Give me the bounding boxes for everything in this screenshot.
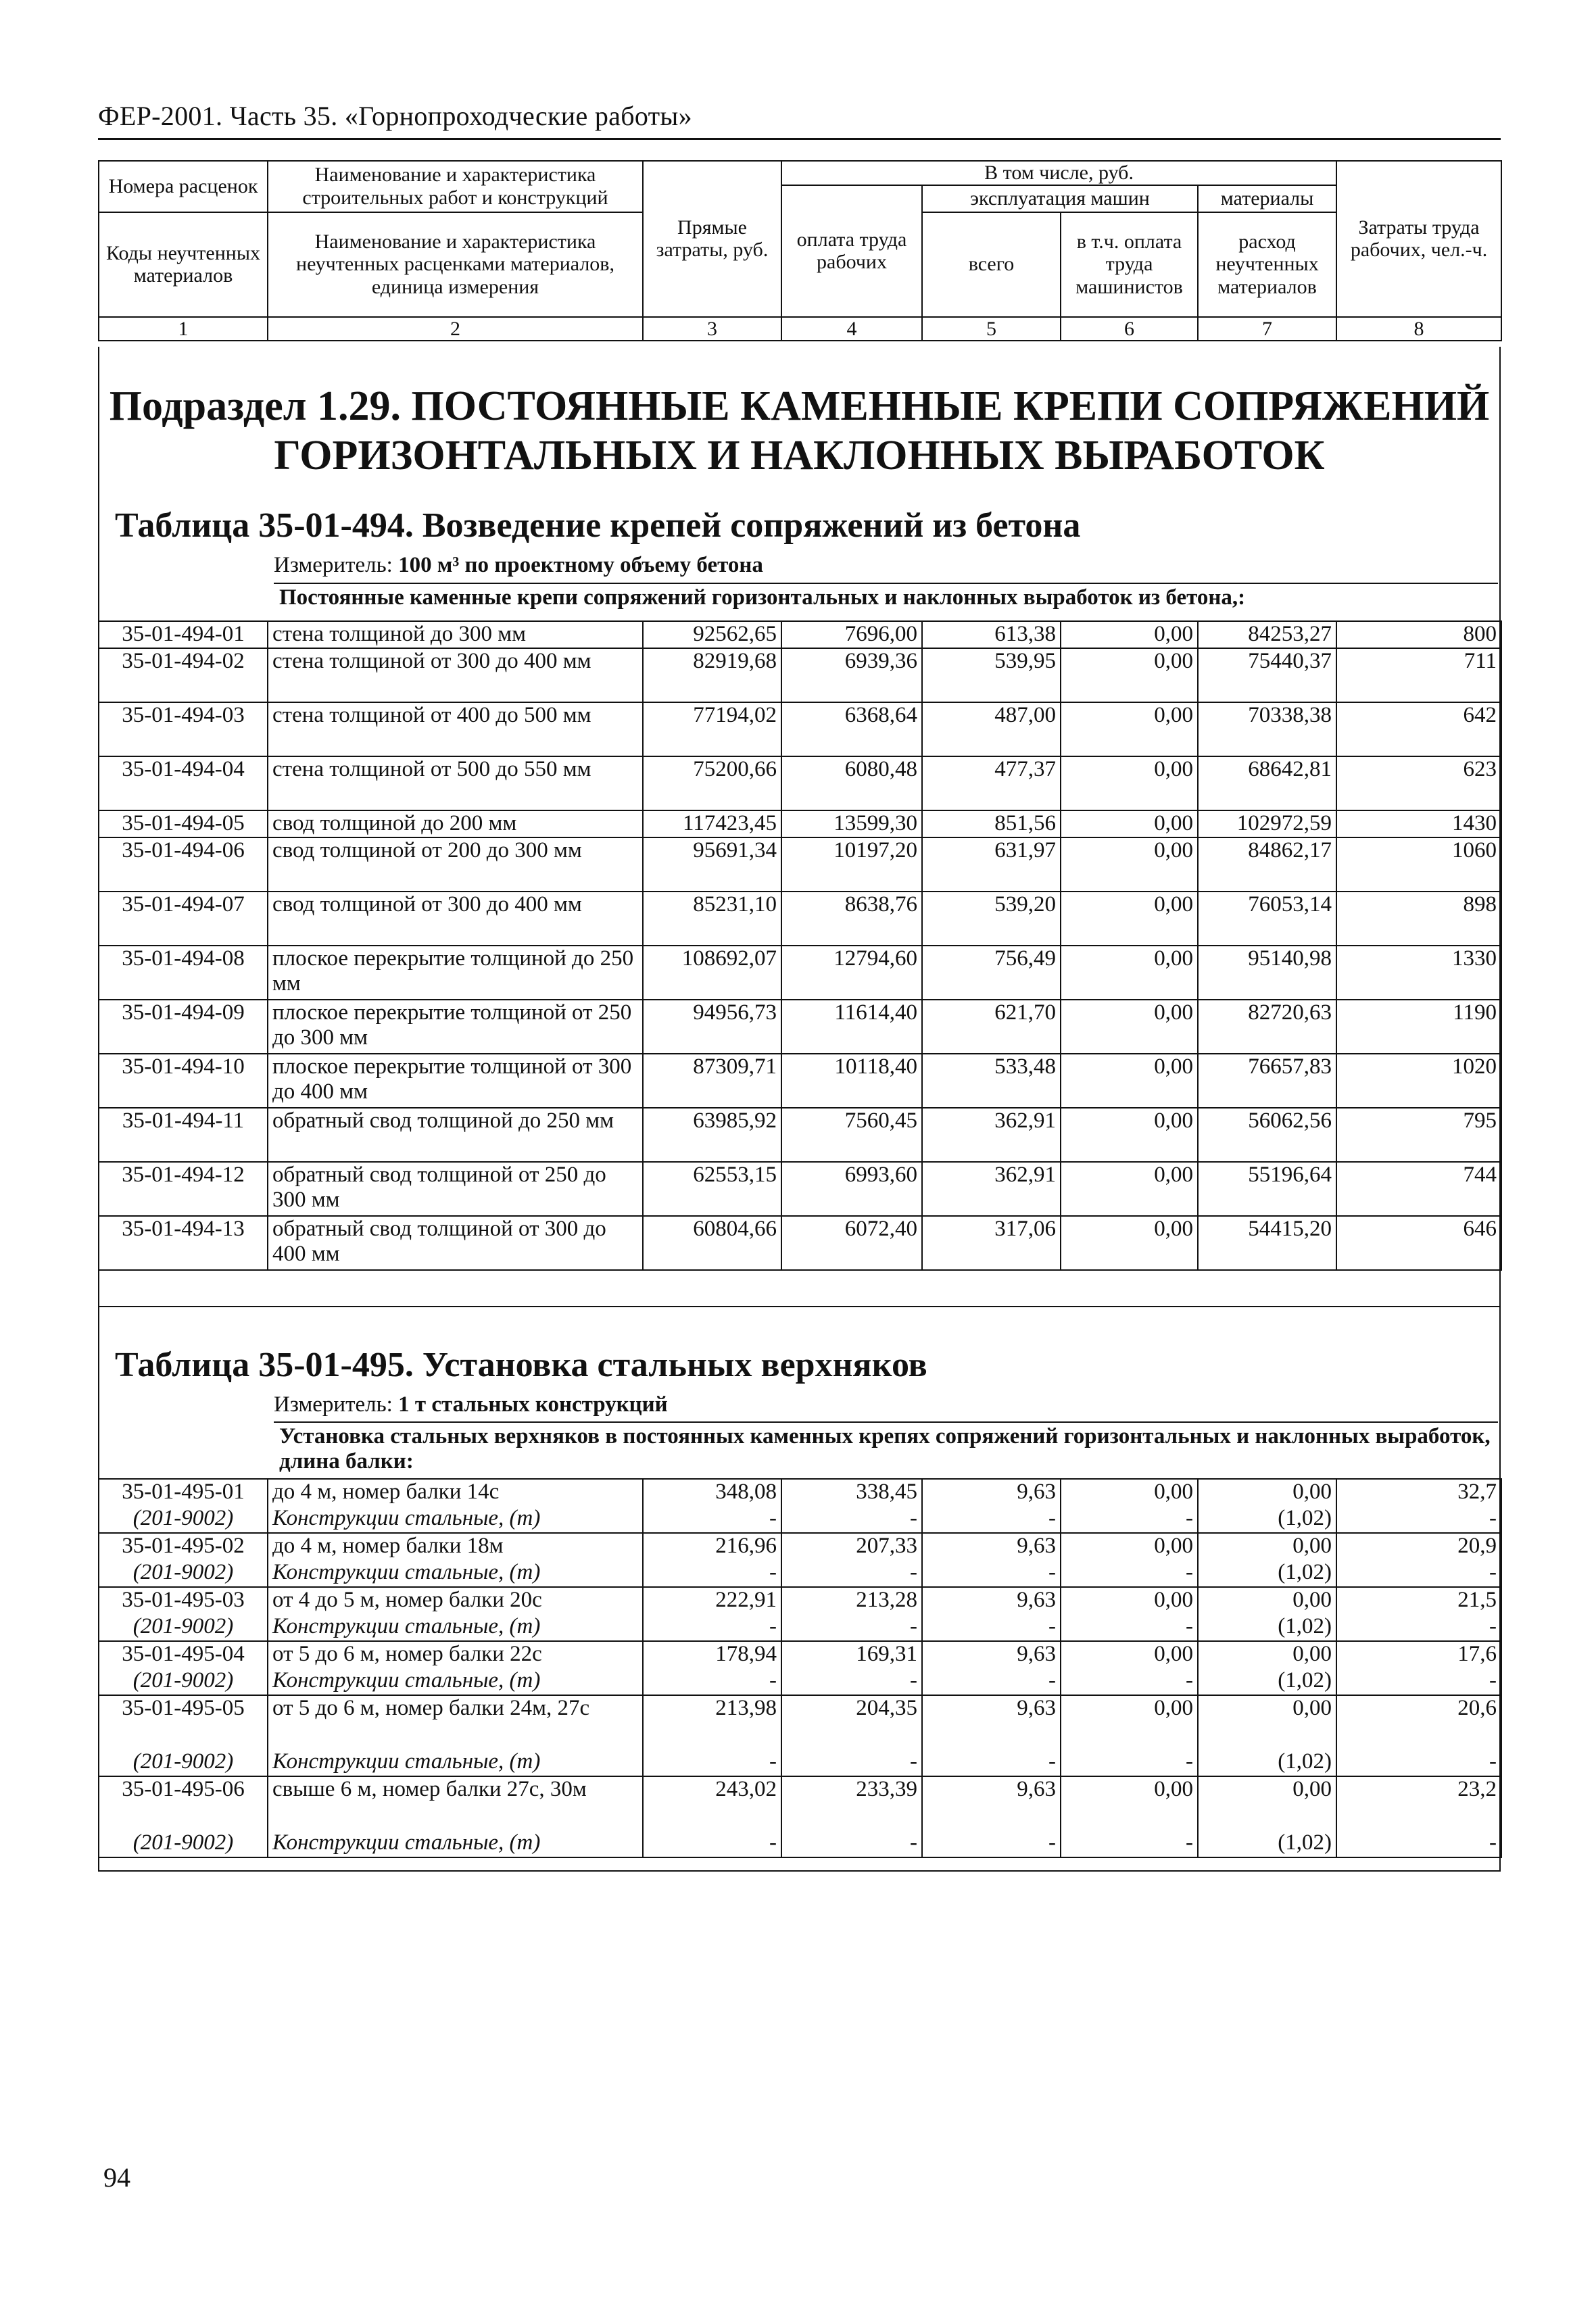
direct-costs: 75200,66 [643, 756, 781, 810]
machine-total: 9,63 [922, 1479, 1061, 1506]
material-consumption: (1,02) [1198, 1560, 1336, 1587]
hdr-materialy: материалы [1198, 185, 1336, 212]
machine-total: 613,38 [922, 621, 1061, 648]
sub-machinist-pay: - [1061, 1560, 1198, 1587]
machine-total: 9,63 [922, 1587, 1061, 1614]
sub-direct-costs: - [643, 1830, 781, 1857]
table-row [99, 837, 1501, 892]
labor-pay: 6939,36 [781, 648, 922, 702]
labor-pay: 7696,00 [781, 621, 922, 648]
sub-machine-total: - [922, 1749, 1061, 1776]
labor-hours: 23,2 [1336, 1776, 1501, 1830]
table-495-unit [274, 1392, 668, 1417]
sub-labor-hours: - [1336, 1506, 1501, 1533]
hdr-oplata: оплата труда рабочих [781, 185, 922, 317]
rate-code: 35-01-495-02 [99, 1533, 268, 1560]
col-num-2: 2 [268, 317, 643, 341]
hdr-vtch: в т.ч. оплата труда машинистов [1061, 212, 1198, 317]
sub-machinist-pay: - [1061, 1830, 1198, 1857]
hdr-naim: Наименование и характеристика строительных работ и конструкций [268, 161, 643, 212]
labor-hours: 711 [1336, 648, 1501, 702]
hdr-nomera: Номера расценок [99, 161, 268, 212]
material-name: Конструкции стальные, (т) [268, 1749, 643, 1776]
rate-code: 35-01-495-01 [99, 1479, 268, 1506]
header-rule [98, 138, 1501, 140]
materials: 55196,64 [1198, 1162, 1336, 1216]
materials: 75440,37 [1198, 648, 1336, 702]
col-num-7: 7 [1198, 317, 1336, 341]
materials: 0,00 [1198, 1533, 1336, 1560]
direct-costs: 243,02 [643, 1776, 781, 1830]
rate-code: 35-01-494-09 [99, 1000, 268, 1054]
work-name: плоское перекрытие толщиной от 250 до 300 мм [268, 1000, 643, 1054]
machinist-pay: 0,00 [1061, 1108, 1198, 1162]
machine-total: 9,63 [922, 1776, 1061, 1830]
machinist-pay: 0,00 [1061, 1533, 1198, 1560]
sub-machine-total: - [922, 1668, 1061, 1695]
hdr-kody: Коды неучтенных материалов [99, 212, 268, 317]
sub-labor-pay: - [781, 1830, 922, 1857]
hdr-naim2: Наименование и характеристика неучтенных расценками материалов, единица измерения [268, 212, 643, 317]
material-code: (201-9002) [99, 1506, 268, 1533]
materials: 76657,83 [1198, 1054, 1336, 1108]
table-row [99, 946, 1501, 1000]
direct-costs: 94956,73 [643, 1000, 781, 1054]
sub-direct-costs: - [643, 1749, 781, 1776]
table-subrow [99, 1668, 1501, 1695]
sub-labor-pay: - [781, 1506, 922, 1533]
rate-code: 35-01-494-03 [99, 702, 268, 756]
machine-total: 9,63 [922, 1533, 1061, 1560]
labor-hours: 1060 [1336, 837, 1501, 892]
table-row [99, 1216, 1501, 1270]
labor-pay: 13599,30 [781, 810, 922, 837]
col-num-8: 8 [1336, 317, 1501, 341]
table-row [99, 621, 1501, 648]
labor-pay: 233,39 [781, 1776, 922, 1830]
table-row [99, 1000, 1501, 1054]
work-name: обратный свод толщиной от 250 до 300 мм [268, 1162, 643, 1216]
direct-costs: 117423,45 [643, 810, 781, 837]
machine-total: 362,91 [922, 1108, 1061, 1162]
labor-hours: 1330 [1336, 946, 1501, 1000]
rate-code: 35-01-495-04 [99, 1641, 268, 1668]
sub-machinist-pay: - [1061, 1506, 1198, 1533]
work-name: свод толщиной от 300 до 400 мм [268, 892, 643, 946]
rate-code: 35-01-494-05 [99, 810, 268, 837]
table-row [99, 702, 1501, 756]
sub-labor-hours: - [1336, 1668, 1501, 1695]
col-num-3: 3 [643, 317, 781, 341]
sub-machinist-pay: - [1061, 1614, 1198, 1641]
direct-costs: 222,91 [643, 1587, 781, 1614]
machinist-pay: 0,00 [1061, 1695, 1198, 1749]
table-row [99, 1162, 1501, 1216]
sub-labor-hours: - [1336, 1560, 1501, 1587]
table-494-unit [274, 553, 763, 578]
material-name: Конструкции стальные, (т) [268, 1560, 643, 1587]
work-name: свод толщиной до 200 мм [268, 810, 643, 837]
labor-hours: 623 [1336, 756, 1501, 810]
table-subrow [99, 1560, 1501, 1587]
table-495 [98, 1478, 1502, 1858]
material-name: Конструкции стальные, (т) [268, 1830, 643, 1857]
machine-total: 756,49 [922, 946, 1061, 1000]
rate-code: 35-01-494-07 [99, 892, 268, 946]
direct-costs: 95691,34 [643, 837, 781, 892]
work-name: от 4 до 5 м, номер балки 20с [268, 1587, 643, 1614]
table-subrow [99, 1749, 1501, 1776]
unit-value: 1 т стальных конструкций [398, 1392, 668, 1417]
material-name: Конструкции стальные, (т) [268, 1614, 643, 1641]
sub-direct-costs: - [643, 1560, 781, 1587]
material-consumption: (1,02) [1198, 1506, 1336, 1533]
material-code: (201-9002) [99, 1668, 268, 1695]
material-name: Конструкции стальные, (т) [268, 1506, 643, 1533]
table-row [99, 892, 1501, 946]
machine-total: 539,95 [922, 648, 1061, 702]
labor-hours: 642 [1336, 702, 1501, 756]
materials: 56062,56 [1198, 1108, 1336, 1162]
labor-hours: 744 [1336, 1162, 1501, 1216]
material-consumption: (1,02) [1198, 1668, 1336, 1695]
rate-code: 35-01-494-01 [99, 621, 268, 648]
table-row [99, 1776, 1501, 1830]
labor-hours: 20,6 [1336, 1695, 1501, 1749]
work-name: до 4 м, номер балки 14с [268, 1479, 643, 1506]
machinist-pay: 0,00 [1061, 1776, 1198, 1830]
work-name: плоское перекрытие толщиной до 250 мм [268, 946, 643, 1000]
labor-hours: 21,5 [1336, 1587, 1501, 1614]
hdr-zatraty: Затраты труда рабочих, чел.-ч. [1336, 161, 1501, 317]
unit-label: Измеритель: [274, 553, 399, 577]
materials: 84862,17 [1198, 837, 1336, 892]
hdr-v-tom-chisle: В том числе, руб. [781, 161, 1336, 185]
labor-hours: 17,6 [1336, 1641, 1501, 1668]
materials: 0,00 [1198, 1695, 1336, 1749]
col-num-6: 6 [1061, 317, 1198, 341]
machine-total: 631,97 [922, 837, 1061, 892]
machinist-pay: 0,00 [1061, 837, 1198, 892]
labor-pay: 213,28 [781, 1587, 922, 1614]
machinist-pay: 0,00 [1061, 892, 1198, 946]
direct-costs: 216,96 [643, 1533, 781, 1560]
work-name: плоское перекрытие толщиной от 300 до 400 мм [268, 1054, 643, 1108]
materials: 54415,20 [1198, 1216, 1336, 1270]
section-title-line-2: ГОРИЗОНТАЛЬНЫХ И НАКЛОННЫХ ВЫРАБОТОК [274, 433, 1325, 479]
table-row [99, 1641, 1501, 1668]
materials: 0,00 [1198, 1641, 1336, 1668]
rate-code: 35-01-495-03 [99, 1587, 268, 1614]
table-row [99, 1054, 1501, 1108]
col-num-1: 1 [99, 317, 268, 341]
table-495-group-title: Установка стальных верхняков в постоянных каменных крепях сопряжений горизонтальных и наклонных выработок, длина балки: [274, 1421, 1498, 1478]
material-code: (201-9002) [99, 1614, 268, 1641]
sub-machinist-pay: - [1061, 1749, 1198, 1776]
rate-code: 35-01-494-04 [99, 756, 268, 810]
labor-pay: 6993,60 [781, 1162, 922, 1216]
section-title-line-1: Подраздел 1.29. ПОСТОЯННЫЕ КАМЕННЫЕ КРЕПИ СОПРЯЖЕНИЙ [109, 383, 1490, 429]
machinist-pay: 0,00 [1061, 946, 1198, 1000]
machinist-pay: 0,00 [1061, 1162, 1198, 1216]
materials: 102972,59 [1198, 810, 1336, 837]
labor-pay: 6072,40 [781, 1216, 922, 1270]
table-row [99, 1479, 1501, 1506]
work-name: стена толщиной от 500 до 550 мм [268, 756, 643, 810]
material-name: Конструкции стальные, (т) [268, 1668, 643, 1695]
direct-costs: 348,08 [643, 1479, 781, 1506]
machinist-pay: 0,00 [1061, 1587, 1198, 1614]
direct-costs: 82919,68 [643, 648, 781, 702]
col-num-5: 5 [922, 317, 1061, 341]
sub-labor-pay: - [781, 1614, 922, 1641]
sub-labor-hours: - [1336, 1830, 1501, 1857]
direct-costs: 63985,92 [643, 1108, 781, 1162]
labor-pay: 204,35 [781, 1695, 922, 1749]
machine-total: 487,00 [922, 702, 1061, 756]
labor-hours: 1020 [1336, 1054, 1501, 1108]
table-row [99, 810, 1501, 837]
machinist-pay: 0,00 [1061, 702, 1198, 756]
sub-machine-total: - [922, 1506, 1061, 1533]
material-consumption: (1,02) [1198, 1614, 1336, 1641]
rate-code: 35-01-494-06 [99, 837, 268, 892]
work-name: стена толщиной до 300 мм [268, 621, 643, 648]
rate-code: 35-01-494-10 [99, 1054, 268, 1108]
labor-pay: 10118,40 [781, 1054, 922, 1108]
machinist-pay: 0,00 [1061, 621, 1198, 648]
col-num-4: 4 [781, 317, 922, 341]
labor-hours: 646 [1336, 1216, 1501, 1270]
materials: 95140,98 [1198, 946, 1336, 1000]
labor-hours: 898 [1336, 892, 1501, 946]
labor-pay: 6368,64 [781, 702, 922, 756]
work-name: свод толщиной от 200 до 300 мм [268, 837, 643, 892]
direct-costs: 87309,71 [643, 1054, 781, 1108]
direct-costs: 77194,02 [643, 702, 781, 756]
materials: 0,00 [1198, 1479, 1336, 1506]
rate-code: 35-01-495-06 [99, 1776, 268, 1830]
machinist-pay: 0,00 [1061, 1641, 1198, 1668]
direct-costs: 60804,66 [643, 1216, 781, 1270]
section-title [98, 382, 1501, 481]
labor-pay: 207,33 [781, 1533, 922, 1560]
material-consumption: (1,02) [1198, 1749, 1336, 1776]
machine-total: 317,06 [922, 1216, 1061, 1270]
materials: 70338,38 [1198, 702, 1336, 756]
work-name: от 5 до 6 м, номер балки 22с [268, 1641, 643, 1668]
machine-total: 533,48 [922, 1054, 1061, 1108]
materials: 82720,63 [1198, 1000, 1336, 1054]
machinist-pay: 0,00 [1061, 1479, 1198, 1506]
sub-labor-pay: - [781, 1560, 922, 1587]
materials: 76053,14 [1198, 892, 1336, 946]
materials: 0,00 [1198, 1587, 1336, 1614]
materials: 0,00 [1198, 1776, 1336, 1830]
machine-total: 621,70 [922, 1000, 1061, 1054]
table-494-group-title: Постоянные каменные крепи сопряжений горизонтальных и наклонных выработок из бетона,: [274, 583, 1498, 622]
work-name: до 4 м, номер балки 18м [268, 1533, 643, 1560]
labor-hours: 1430 [1336, 810, 1501, 837]
table-subrow [99, 1830, 1501, 1857]
rate-code: 35-01-494-08 [99, 946, 268, 1000]
direct-costs: 62553,15 [643, 1162, 781, 1216]
machine-total: 539,20 [922, 892, 1061, 946]
work-name: от 5 до 6 м, номер балки 24м, 27с [268, 1695, 643, 1749]
column-header-table [98, 160, 1502, 341]
table-row [99, 1587, 1501, 1614]
labor-pay: 7560,45 [781, 1108, 922, 1162]
labor-pay: 169,31 [781, 1641, 922, 1668]
labor-hours: 32,7 [1336, 1479, 1501, 1506]
page-number: 94 [103, 2162, 130, 2193]
machine-total: 9,63 [922, 1695, 1061, 1749]
rate-code: 35-01-494-12 [99, 1162, 268, 1216]
machinist-pay: 0,00 [1061, 648, 1198, 702]
materials: 84253,27 [1198, 621, 1336, 648]
sub-machine-total: - [922, 1614, 1061, 1641]
material-code: (201-9002) [99, 1830, 268, 1857]
labor-pay: 338,45 [781, 1479, 922, 1506]
labor-pay: 11614,40 [781, 1000, 922, 1054]
work-name: обратный свод толщиной от 300 до 400 мм [268, 1216, 643, 1270]
table-495-title: Таблица 35-01-495. Установка стальных верхняков [115, 1346, 927, 1384]
table-494 [98, 620, 1502, 1271]
labor-pay: 10197,20 [781, 837, 922, 892]
table-subrow [99, 1614, 1501, 1641]
labor-hours: 795 [1336, 1108, 1501, 1162]
rate-code: 35-01-494-11 [99, 1108, 268, 1162]
labor-pay: 12794,60 [781, 946, 922, 1000]
hdr-rashod: расход неучтенных материалов [1198, 212, 1336, 317]
machine-total: 477,37 [922, 756, 1061, 810]
hdr-vsego: всего [922, 212, 1061, 317]
unit-value: 100 м³ по проектному объему бетона [398, 553, 763, 577]
machinist-pay: 0,00 [1061, 1054, 1198, 1108]
work-name: свыше 6 м, номер балки 27с, 30м [268, 1776, 643, 1830]
rate-code: 35-01-494-13 [99, 1216, 268, 1270]
material-code: (201-9002) [99, 1560, 268, 1587]
sub-labor-pay: - [781, 1668, 922, 1695]
running-header: ФЕР-2001. Часть 35. «Горнопроходческие работы» [98, 101, 692, 131]
machine-total: 362,91 [922, 1162, 1061, 1216]
table-row [99, 756, 1501, 810]
table-row [99, 1108, 1501, 1162]
labor-hours: 20,9 [1336, 1533, 1501, 1560]
machine-total: 9,63 [922, 1641, 1061, 1668]
table-row [99, 1695, 1501, 1749]
machine-total: 851,56 [922, 810, 1061, 837]
material-code: (201-9002) [99, 1749, 268, 1776]
direct-costs: 85231,10 [643, 892, 781, 946]
table-row [99, 1533, 1501, 1560]
labor-hours: 800 [1336, 621, 1501, 648]
rate-code: 35-01-494-02 [99, 648, 268, 702]
labor-pay: 6080,48 [781, 756, 922, 810]
sub-labor-hours: - [1336, 1749, 1501, 1776]
rate-code: 35-01-495-05 [99, 1695, 268, 1749]
labor-hours: 1190 [1336, 1000, 1501, 1054]
machinist-pay: 0,00 [1061, 810, 1198, 837]
sub-direct-costs: - [643, 1668, 781, 1695]
hdr-pryamye: Прямые затраты, руб. [643, 161, 781, 317]
direct-costs: 108692,07 [643, 946, 781, 1000]
direct-costs: 213,98 [643, 1695, 781, 1749]
hdr-ekspl: эксплуатация машин [922, 185, 1198, 212]
direct-costs: 178,94 [643, 1641, 781, 1668]
work-name: стена толщиной от 400 до 500 мм [268, 702, 643, 756]
table-subrow [99, 1506, 1501, 1533]
materials: 68642,81 [1198, 756, 1336, 810]
work-name: обратный свод толщиной до 250 мм [268, 1108, 643, 1162]
direct-costs: 92562,65 [643, 621, 781, 648]
machinist-pay: 0,00 [1061, 1000, 1198, 1054]
table-row [99, 648, 1501, 702]
unit-label: Измеритель: [274, 1392, 399, 1417]
labor-pay: 8638,76 [781, 892, 922, 946]
machinist-pay: 0,00 [1061, 1216, 1198, 1270]
work-name: стена толщиной от 300 до 400 мм [268, 648, 643, 702]
table-494-title: Таблица 35-01-494. Возведение крепей сопряжений из бетона [115, 506, 1081, 545]
material-consumption: (1,02) [1198, 1830, 1336, 1857]
sub-machinist-pay: - [1061, 1668, 1198, 1695]
sub-labor-pay: - [781, 1749, 922, 1776]
sub-direct-costs: - [643, 1506, 781, 1533]
machinist-pay: 0,00 [1061, 756, 1198, 810]
sub-direct-costs: - [643, 1614, 781, 1641]
sub-machine-total: - [922, 1830, 1061, 1857]
sub-labor-hours: - [1336, 1614, 1501, 1641]
sub-machine-total: - [922, 1560, 1061, 1587]
